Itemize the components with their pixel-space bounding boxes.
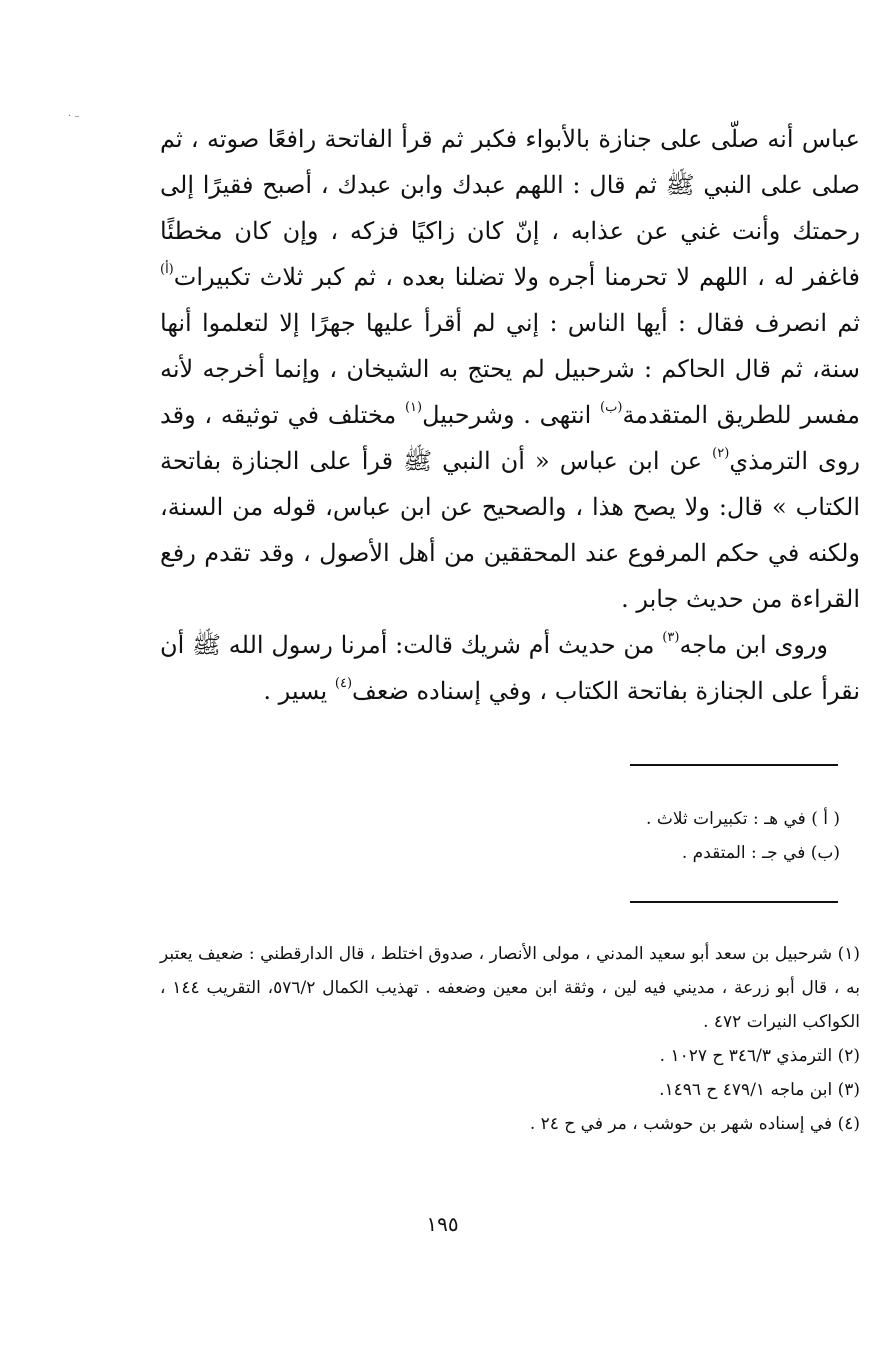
footnote-reference-1: (١) [404,400,423,415]
footnotes [160,937,860,1141]
footnote-reference-2: (٢) [712,446,730,461]
separator-rule [630,901,838,903]
separator-rule [630,764,838,766]
page-number: ١٩٥ [426,1212,459,1236]
variant-note: ( أ ) في هـ : تكبيرات ثلاث . [646,809,840,829]
text-run: من حديث أم شريك قالت: أمرنا رسول الله ﷺ أن نقرأ على الجنازة بفاتحة الكتاب ، وفي إسناده ضعف [160,631,860,705]
text-run: ثم انصرف فقال : أيها الناس : إني لم أقرأ عليها جهرًا إلا لتعلموا أنها سنة، ثم قال الحاكم : شرحبيل لم يحتج به الشيخان ، وإنما أخرجه لأنه مفسر للطريق المتقدمة [160,309,861,429]
footnote: (٣) ابن ماجه ٤٧٩/١ ح ١٤٩٦. [659,1080,860,1100]
text-run: انتهى . وشرحبيل [422,401,601,429]
text-run: عن ابن عباس « أن النبي ﷺ قرأ على الجنازة بفاتحة الكتاب » قال: ولا يصح هذا ، والصحيح عن ابن عباس، قوله من السنة، ولكنه في حكم المرفوع عند المحققين من أهل الأصول ، وقد تقدم رفع القراءة من حديث جابر . [160,447,860,613]
text-run: يسير . [263,677,335,705]
footnote-reference-3: (٣) [662,630,680,645]
main-paragraph [160,622,860,714]
variant-reference-a: (أ) [160,262,174,277]
footnote: (٢) الترمذي ٣٤٦/٣ ح ١٠٢٧ . [659,1046,860,1066]
variant-notes [160,802,840,870]
main-text [160,116,860,714]
scan-speck: · – [68,111,80,122]
variant-reference-b: (ب) [600,400,623,415]
text-run: مختلف في توثيقه ، وقد روى الترمذي [160,401,861,475]
footnote: (٤) في إسناده شهر بن حوشب ، مر في ح ٢٤ . [529,1114,860,1134]
main-paragraph [160,116,860,622]
footnote: (١) شرحبيل بن سعد أبو سعيد المدني ، مولى الأنصار ، صدوق اختلط ، قال الدارقطني : ضعيف يعتبر به ، قال أبو زرعة ، مديني فيه لين ، وثقة ابن معين وضعفه . تهذيب الكمال ٥٧٦/٢، التقريب ١٤٤ ، الكواكب النيرات ٤٧٢ . [160,944,861,1032]
text-run: عباس أنه صلّى على جنازة بالأبواء فكبر ثم قرأ الفاتحة رافعًا صوته ، ثم صلى على النبي ﷺ ثم قال : اللهم عبدك وابن عبدك ، أصبح فقيرًا إلى رحمتك وأنت غني عن عذابه ، إنّ كان زاكيًا فزكه ، وإن كان مخطئًا فاغفر له ، اللهم لا تحرمنا أجره ولا تضلنا بعده ، ثم كبر ثلاث تكبيرات [160,125,860,291]
footnote-reference-4: (٤) [334,676,353,691]
text-run: وروى ابن ماجه [679,631,828,659]
variant-note: (ب) في جـ : المتقدم . [681,843,840,863]
